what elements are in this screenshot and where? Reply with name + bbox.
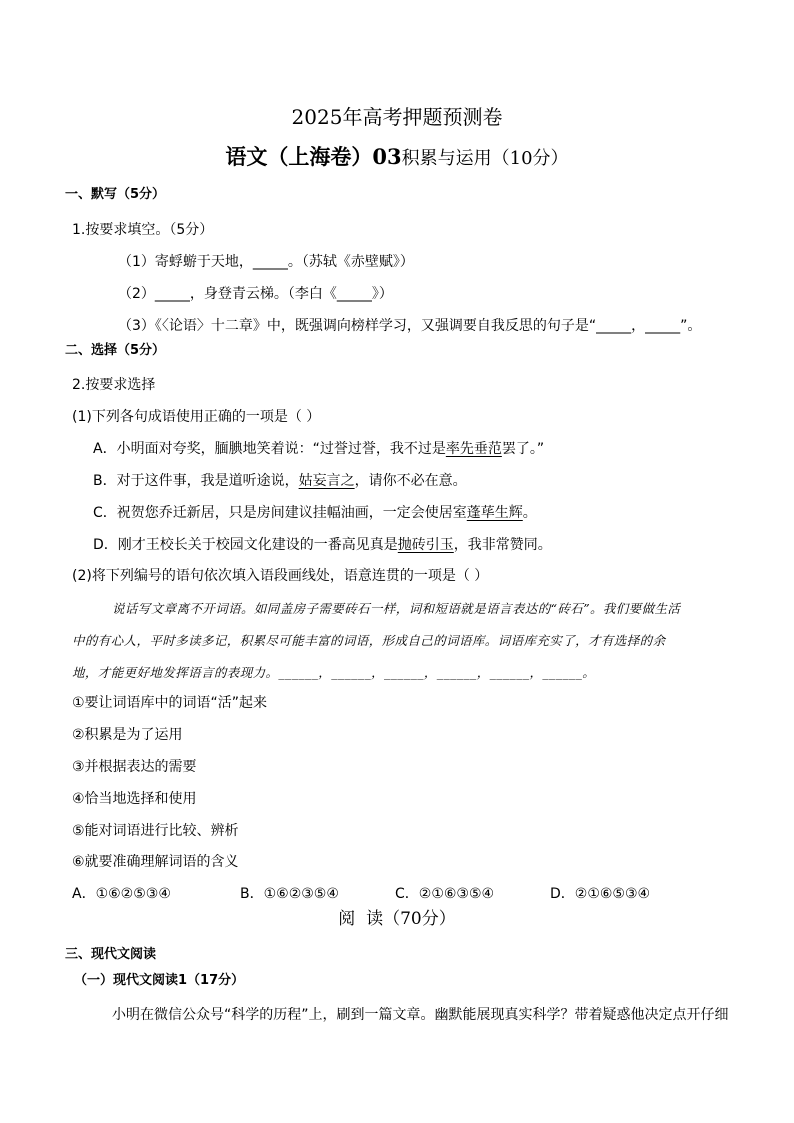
section-heading-dictation: 一、默写（5分） [65, 187, 166, 202]
option-d-text: D．刚才王校长关于校园文化建设的一番高见真是 [93, 537, 398, 553]
choice-c: C．②①⑥③⑤④ [395, 886, 495, 902]
question-1-item-1: （1）寄蜉蝣于天地，_____。（苏轼《赤壁赋》） [118, 254, 414, 270]
option-c-end: 。 [522, 505, 537, 521]
question-1-prompt: 1.按要求填空。（5分） [72, 222, 214, 238]
passage-line-3: 地，才能更好地发挥语言的表现力。______，______，______，______，______，______。 [72, 665, 596, 680]
question-2-prompt: 2.按要求选择 [72, 377, 156, 393]
option-a-text: A．小明面对夸奖，腼腆地笑着说：“过誉过誉，我不过是 [93, 441, 446, 457]
exam-subtitle-rest: 积累与运用（10分） [401, 148, 569, 169]
choice-d: D．②①⑥⑤③④ [550, 886, 651, 902]
reading-passage-first-line: 小明在微信公众号“科学的历程”上，刷到一篇文章。幽默能展现真实科学？带着疑惑他决定点开仔细 [112, 1007, 729, 1023]
choice-b: B．①⑥②③⑤④ [240, 886, 339, 902]
option-a-end: 罢了。” [501, 441, 545, 457]
question-1-item-3: （3）《〈论语〉十二章》中，既强调向榜样学习，又强调要自我反思的句子是“_____，_____”。 [118, 318, 702, 334]
sentence-5: ⑤能对词语进行比较、辨析 [72, 823, 239, 839]
option-b-end: ，请你不必在意。 [354, 473, 467, 489]
option-b [93, 472, 467, 490]
option-d-idiom: 抛砖引玉 [397, 537, 454, 553]
sub-heading-modern-reading-1: （一）现代文阅读1（17分） [74, 973, 245, 988]
exam-subtitle-main: 语文（上海卷）03 [225, 144, 402, 169]
option-d [93, 536, 552, 554]
question-1-item-2: （2）_____，身登青云梯。（李白《_____》） [118, 286, 393, 302]
reading-title: 阅 读（70分） [338, 909, 456, 929]
option-a [93, 440, 544, 458]
exam-subtitle [0, 145, 794, 171]
passage-line-2: 中的有心人，平时多读多记，积累尽可能丰富的词语，形成自己的词语库。词语库充实了，才有选择的余 [72, 633, 666, 648]
option-c-idiom: 蓬荜生辉 [466, 505, 523, 521]
exam-title: 2025年高考押题预测卷 [291, 105, 503, 129]
sentence-3: ③并根据表达的需要 [72, 759, 197, 775]
option-b-idiom: 姑妄言之 [298, 473, 355, 489]
choice-a: A．①⑥②⑤③④ [72, 886, 171, 902]
passage-line-1: 说话写文章离不开词语。如同盖房子需要砖石一样，词和短语就是语言表达的“砖石”。我们要做生活 [112, 601, 681, 616]
sentence-1: ①要让词语库中的词语“活”起来 [72, 695, 268, 711]
section-heading-modern-reading: 三、现代文阅读 [65, 947, 157, 962]
sentence-6: ⑥就要准确理解词语的含义 [72, 854, 239, 870]
question-2-2-prompt: (2)将下列编号的语句依次填入语段画线处，语意连贯的一项是（ ） [72, 568, 489, 584]
option-c-text: C．祝贺您乔迁新居，只是房间建议挂幅油画，一定会使居室 [93, 505, 467, 521]
sentence-4: ④恰当地选择和使用 [72, 791, 197, 807]
option-c [93, 504, 537, 522]
option-a-idiom: 率先垂范 [445, 441, 502, 457]
sentence-2: ②积累是为了运用 [72, 727, 183, 743]
section-heading-choice: 二、选择（5分） [65, 343, 166, 358]
option-d-end: ，我非常赞同。 [453, 537, 552, 553]
option-b-text: B．对于这件事，我是道听途说， [93, 473, 299, 489]
question-2-1-prompt: (1)下列各句成语使用正确的一项是（ ） [72, 409, 321, 425]
